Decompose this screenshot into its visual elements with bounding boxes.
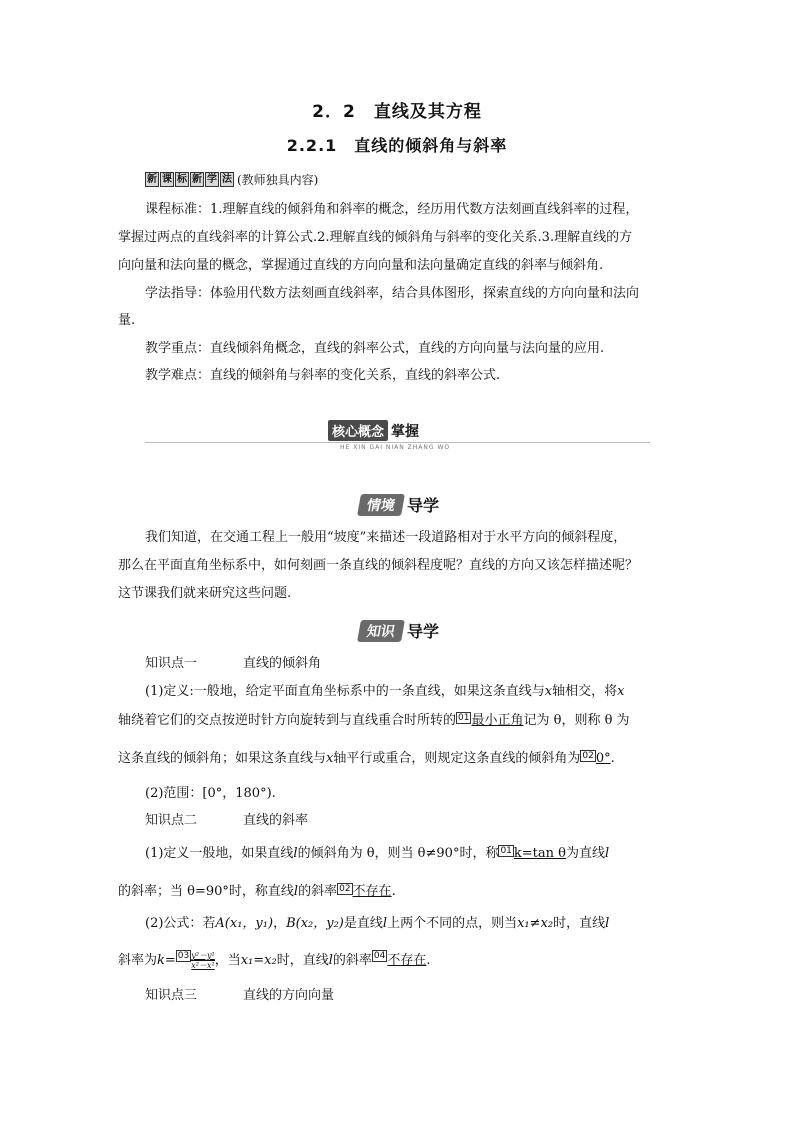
text-run: 上两个不同的点，则当 bbox=[387, 916, 518, 931]
kp2-def-line-2 bbox=[118, 883, 396, 901]
text-run: 的斜率 bbox=[332, 953, 372, 968]
kp3-label: 知识点三 bbox=[145, 988, 198, 1003]
blank-number: 02 bbox=[582, 751, 594, 761]
text-run: 为直线 bbox=[565, 846, 605, 861]
badge-char: 法 bbox=[222, 174, 232, 185]
condition: x₁=x₂ bbox=[240, 953, 277, 968]
text-run: (2)公式：若 bbox=[145, 916, 216, 931]
banner-divider bbox=[145, 442, 650, 443]
standard-line-3: 向向量和法向量的概念，掌握通过直线的方向向量和法向量确定直线的斜率与倾斜角. bbox=[118, 258, 604, 273]
kp2-formula-line-2 bbox=[118, 950, 431, 972]
text-run: . bbox=[610, 751, 615, 766]
condition: x₁≠x₂ bbox=[517, 916, 554, 931]
blank-answer: 不存在 bbox=[387, 953, 427, 968]
situation-text: 导学 bbox=[407, 496, 440, 515]
kp1-def-line-3 bbox=[118, 750, 615, 768]
text-run: ， bbox=[273, 916, 287, 931]
var-l: l bbox=[605, 846, 610, 861]
situation-line-2: 那么在平面直角坐标系中，如何刻画一条直线的倾斜程度呢？直线的方向又该怎样描述呢？ bbox=[118, 558, 639, 573]
var-x: x bbox=[617, 684, 625, 699]
text-run: . bbox=[391, 884, 396, 899]
text-run: 轴绕着它们的交点按逆时针方向旋转到与直线重合时所转的 bbox=[118, 713, 457, 728]
var-x: x bbox=[326, 751, 334, 766]
kp3-heading bbox=[145, 987, 334, 1005]
text-run: 时，直线 bbox=[553, 916, 606, 931]
situation-line-1: 我们知道，在交通工程上一般用“坡度”来描述一段道路相对于水平方向的倾斜程度， bbox=[145, 530, 627, 545]
core-concept-banner bbox=[145, 420, 650, 451]
knowledge-pill: 知识 bbox=[357, 620, 405, 642]
kp1-def-line-1 bbox=[145, 683, 625, 701]
var-l: l bbox=[382, 916, 388, 931]
fraction-numerator: y²－y¹ bbox=[191, 951, 215, 960]
point-a: A(x₁，y₁) bbox=[215, 916, 274, 931]
slope-fraction bbox=[191, 951, 214, 970]
text-run: 的斜率 bbox=[298, 884, 338, 899]
kp1-title: 直线的倾斜角 bbox=[243, 656, 322, 671]
kp2-def-line-1 bbox=[145, 845, 609, 863]
badge-char: 学 bbox=[207, 174, 217, 185]
guide-line-2: 量. bbox=[118, 313, 136, 328]
core-concept-tag bbox=[328, 420, 419, 441]
badge-char: 新 bbox=[192, 174, 202, 185]
point-b: B(x₂，y₂) bbox=[286, 916, 344, 931]
var-l: l bbox=[293, 884, 299, 899]
core-concept-text: 掌握 bbox=[391, 423, 420, 440]
teaching-focus: 教学重点：直线倾斜角概念，直线的斜率公式，直线的方向向量与法向量的应用. bbox=[145, 341, 605, 356]
blank-number: 04 bbox=[373, 951, 386, 961]
blank-answer: 0° bbox=[595, 751, 611, 766]
kp1-heading bbox=[145, 655, 321, 673]
situation-line-3: 这节课我们就来研究这些问题. bbox=[118, 586, 292, 601]
var-x: x bbox=[544, 684, 553, 699]
kp1-def-line-2 bbox=[118, 712, 630, 730]
badge-char: 新 bbox=[147, 174, 157, 185]
text-run: . bbox=[426, 953, 431, 968]
teaching-difficulty: 教学难点：直线的倾斜角与斜率的变化关系，直线的斜率公式. bbox=[145, 368, 501, 383]
text-run: 是直线 bbox=[343, 916, 383, 931]
blank-number: 03 bbox=[177, 951, 190, 961]
kp1-range: (2)范围：[0°，180°). bbox=[145, 786, 276, 801]
situation-pill: 情境 bbox=[357, 494, 405, 516]
badge-char: 标 bbox=[177, 174, 187, 185]
kp2-label: 知识点二 bbox=[145, 813, 198, 828]
text-run: 时，直线 bbox=[276, 953, 329, 968]
blank-number: 02 bbox=[339, 884, 351, 894]
kp2-heading bbox=[145, 812, 308, 830]
section-heading: 2．2 直线及其方程 bbox=[312, 102, 482, 122]
guide-line-1: 学法指导：体验用代数方法刻画直线斜率，结合具体图形，探索直线的方向向量和法向 bbox=[145, 286, 640, 301]
core-concept-dark-label: 核心概念 bbox=[328, 420, 388, 441]
text-run: 轴平行或重合，则规定这条直线的倾斜角为 bbox=[333, 751, 581, 766]
text-run: 轴相交，将 bbox=[552, 684, 618, 699]
core-concept-pinyin: HE XIN GAI NIAN ZHANG WO bbox=[340, 444, 451, 451]
situation-banner bbox=[359, 493, 439, 516]
blank-number: 01 bbox=[500, 846, 512, 856]
text-run: (1)定义:一般地，给定平面直角坐标系中的一条直线，如果这条直线与 bbox=[145, 684, 545, 699]
badge-note: (教师独具内容) bbox=[237, 173, 319, 187]
blank-answer: 不存在 bbox=[352, 884, 392, 899]
knowledge-banner bbox=[359, 619, 439, 642]
blank-number: 01 bbox=[458, 713, 470, 723]
text-run: ，当 bbox=[214, 953, 241, 968]
k-equals: k= bbox=[157, 953, 176, 968]
text-run: (1)定义一般地，如果直线 bbox=[145, 846, 294, 861]
var-l: l bbox=[605, 916, 610, 931]
var-l: l bbox=[328, 953, 333, 968]
knowledge-text: 导学 bbox=[407, 622, 440, 641]
text-run: 记为 θ，则称 θ 为 bbox=[523, 713, 630, 728]
text-run: 的倾斜角为 θ，则当 θ≠90°时，称 bbox=[297, 846, 499, 861]
badge-char: 课 bbox=[162, 174, 172, 185]
text-run: 这条直线的倾斜角；如果这条直线与 bbox=[118, 751, 327, 766]
text-run: 的斜率；当 θ=90°时，称直线 bbox=[118, 884, 294, 899]
text-run: 斜率为 bbox=[118, 953, 158, 968]
kp2-formula-line-1 bbox=[145, 915, 609, 933]
kp3-title: 直线的方向向量 bbox=[243, 988, 335, 1003]
var-l: l bbox=[293, 846, 298, 861]
new-standard-badge bbox=[145, 171, 318, 188]
standard-line-1: 课程标准：1.理解直线的倾斜角和斜率的概念，经历用代数方法刻画直线斜率的过程， bbox=[145, 202, 639, 217]
blank-answer: k=tan θ bbox=[513, 846, 566, 861]
blank-answer: 最小正角 bbox=[471, 713, 524, 728]
standard-line-2: 掌握过两点的直线斜率的计算公式.2.理解直线的倾斜角与斜率的变化关系.3.理解直线的方 bbox=[118, 230, 633, 245]
kp2-title: 直线的斜率 bbox=[243, 813, 309, 828]
kp1-label: 知识点一 bbox=[145, 656, 198, 671]
subsection-heading: 2.2.1 直线的倾斜角与斜率 bbox=[286, 136, 508, 155]
fraction-denominator: x²－x¹ bbox=[191, 961, 215, 970]
